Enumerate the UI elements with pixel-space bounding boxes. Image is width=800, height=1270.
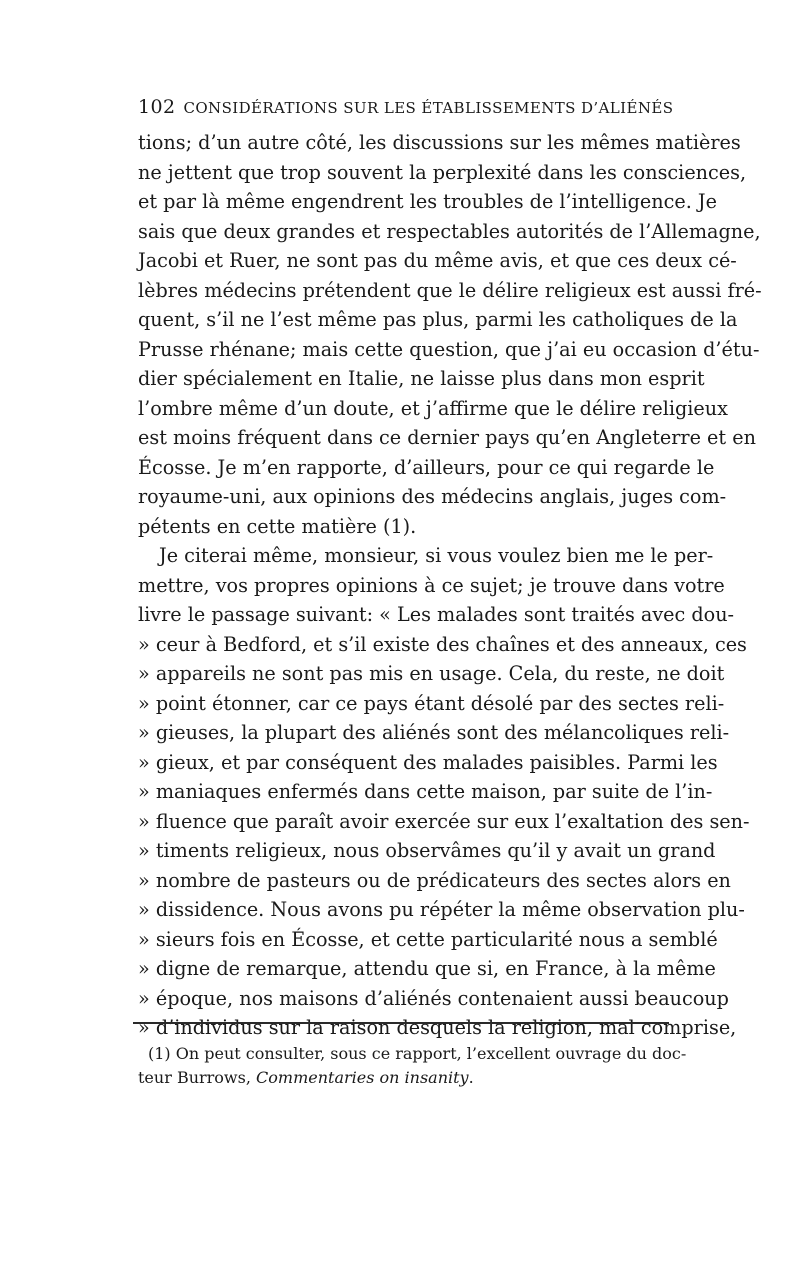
footnote-line [138, 1042, 687, 1066]
text-line: l’ombre même d’un doute, et j’affirme que le délire religieux [138, 396, 728, 420]
text-line: » d’individus sur la raison desquels la religion, mal comprise, [138, 1016, 737, 1039]
footnote-text: teur Burrows, [138, 1068, 257, 1087]
text-line: Jacobi et Ruer, ne sont pas du même avis, et que ces deux cé- [138, 249, 737, 272]
text-line: tions; d’un autre côté, les discussions sur les mêmes matières [138, 131, 741, 154]
text-line: mettre, vos propres opinions à ce sujet; je trouve dans votre [138, 573, 725, 597]
text-line: » point étonner, car ce pays étant désolé par des sectes reli- [138, 691, 725, 715]
footnote-book-title: Commentaries on insanity [256, 1068, 469, 1087]
text-line: lèbres médecins prétendent que le délire religieux est aussi fré- [138, 278, 762, 302]
text-line: » fluence que paraît avoir exercée sur eux l’exaltation des sen- [138, 809, 750, 833]
text-line: ne jettent que trop souvent la perplexité dans les consciences, [138, 160, 747, 184]
footnote-text: . [468, 1068, 474, 1087]
text-line: » ceur à Bedford, et s’il existe des chaînes et des anneaux, ces [138, 632, 747, 656]
text-line: Prusse rhénane; mais cette question, que j’ai eu occasion d’étu- [138, 337, 760, 361]
text-line: Je citerai même, monsieur, si vous voulez bien me le per- [159, 544, 714, 567]
text-line: » timents religieux, nous observâmes qu’il y avait un grand [138, 839, 716, 862]
text-line: » nombre de pasteurs ou de prédicateurs des sectes alors en [138, 868, 731, 892]
text-line: quent, s’il ne l’est même pas plus, parmi les catholiques de la [138, 308, 738, 331]
text-line: » gieux, et par conséquent des malades paisibles. Parmi les [138, 750, 718, 774]
footnote [138, 1042, 687, 1090]
text-line: dier spécialement en Italie, ne laisse plus dans mon esprit [138, 367, 705, 390]
footnote-line [138, 1066, 668, 1090]
text-line: » maniaques enfermés dans cette maison, par suite de l’in- [138, 780, 713, 803]
running-header [138, 96, 674, 118]
running-title: CONSIDÉRATIONS SUR LES ÉTABLISSEMENTS D’ALIÉNÉS [183, 99, 674, 117]
text-line: et par là même engendrent les troubles de l’intelligence. Je [138, 190, 717, 213]
text-line: royaume-uni, aux opinions des médecins anglais, juges com- [138, 485, 727, 508]
page-number: 102 [138, 96, 176, 118]
text-line: » sieurs fois en Écosse, et cette particularité nous a semblé [138, 927, 718, 951]
text-line: pétents en cette matière (1). [138, 514, 417, 538]
footnote-text: (1) On peut consulter, sous ce rapport, l’excellent ouvrage du doc- [148, 1044, 687, 1063]
text-line: » digne de remarque, attendu que si, en France, à la même [138, 957, 716, 980]
text-line: » appareils ne sont pas mis en usage. Cela, du reste, ne doit [138, 662, 725, 685]
text-line: est moins fréquent dans ce dernier pays qu’en Angleterre et en [138, 426, 756, 449]
text-line: sais que deux grandes et respectables autorités de l’Allemagne, [138, 219, 761, 243]
text-line: livre le passage suivant: « Les malades sont traités avec dou- [138, 603, 735, 626]
text-line: » époque, nos maisons d’aliénés contenaient aussi beaucoup [138, 986, 729, 1010]
text-line: » dissidence. Nous avons pu répéter la même observation plu- [138, 898, 745, 921]
body-text [138, 128, 762, 1043]
text-line: Écosse. Je m’en rapporte, d’ailleurs, pour ce qui regarde le [138, 455, 715, 479]
footnote-divider [133, 1022, 669, 1024]
text-line: » gieuses, la plupart des aliénés sont des mélancoliques reli- [138, 721, 730, 744]
